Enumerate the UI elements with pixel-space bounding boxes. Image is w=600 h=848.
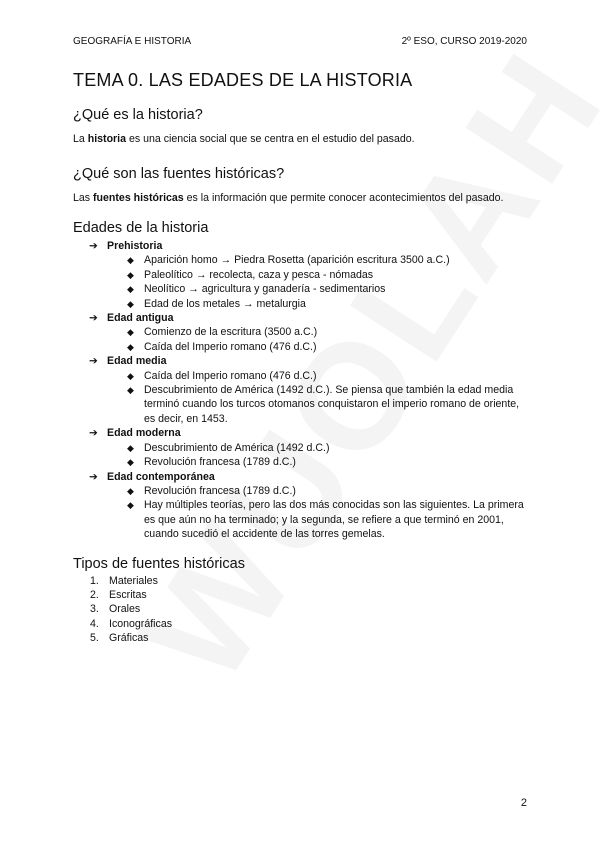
term-fuentes: fuentes históricas [93,192,184,204]
tipo-label: Iconográficas [109,617,173,630]
era-bullet-item [73,325,533,339]
arrow-icon: ➔ [89,470,98,483]
arrow-icon: ➔ [89,312,98,325]
era-name: Edad antigua [107,312,174,325]
era-bullet-text: Caída del Imperio romano (476 d.C.) [144,340,317,353]
arrow-icon: ➔ [89,240,98,252]
era-bullet-item [73,383,533,426]
era-name: Edad media [107,355,167,368]
era-bullet-item [73,455,533,469]
era-bullet-item [73,253,533,267]
era-bullet-text: Hay múltiples teorías, pero las dos más conocidas son las siguientes. La primera es que aún no ha terminado; y la segunda, se refiere a que terminó en 2001, cuando sucedió el accidente de las torres gemelas. [144,499,524,541]
diamond-bullet-icon: ◆ [127,385,134,396]
diamond-bullet-icon: ◆ [127,284,134,295]
tipo-label: Materiales [109,574,158,587]
tipo-item [73,574,533,588]
paragraph-historia: La historia es una ciencia social que se centra en el estudio del pasado. [73,133,415,145]
era-bullet-item [73,498,533,541]
tipos-list [73,574,533,646]
era-items [73,484,533,542]
era-bullet-text: Caída del Imperio romano (476 d.C.) [144,369,317,382]
paragraph-fuentes: Las fuentes históricas es la información que permite conocer acontecimientos del pasado. [73,192,504,204]
tipo-item [73,631,533,645]
diamond-bullet-icon: ◆ [127,327,134,338]
tipo-item [73,588,533,602]
content [73,70,533,646]
era-bullet-item [73,297,533,311]
tipo-number: 2. [90,588,99,601]
diamond-bullet-icon: ◆ [127,442,134,453]
section-heading-historia: ¿Qué es la historia? [73,107,203,123]
era-bullet-item [73,441,533,455]
arrow-icon: ➔ [89,427,98,440]
tipo-label: Gráficas [109,632,149,645]
era-name: Edad moderna [107,427,181,440]
era-bullet-item [73,268,533,282]
era-bullet-item [73,282,533,296]
era-item [73,470,533,542]
era-bullet-text: Comienzo de la escritura (3500 a.C.) [144,326,318,339]
diamond-bullet-icon: ◆ [127,370,134,381]
diamond-bullet-icon: ◆ [127,298,134,309]
era-items [73,253,533,311]
era-bullet-item [73,369,533,383]
section-heading-edades: Edades de la historia [73,220,209,236]
era-bullet-text: Paleolítico → recolecta, caza y pesca - nómadas [144,268,374,281]
era-heading [73,470,533,484]
diamond-bullet-icon: ◆ [127,457,134,468]
era-bullet-text: Aparición homo → Piedra Rosetta (aparición escritura 3500 a.C.) [144,254,450,267]
tipo-item [73,602,533,616]
era-item [73,426,533,469]
diamond-bullet-icon: ◆ [127,269,134,280]
era-bullet-text: Neolítico → agricultura y ganadería - sedimentarios [144,283,386,296]
section-heading-fuentes: ¿Qué son las fuentes históricas? [73,166,285,182]
era-item [73,311,533,354]
era-items [73,441,533,470]
tipo-item [73,617,533,631]
term-historia: historia [87,133,126,145]
header-subject: GEOGRAFÍA E HISTORIA [73,36,192,47]
era-bullet-item [73,484,533,498]
era-item [73,354,533,426]
page-number: 2 [520,797,527,809]
tipo-number: 4. [90,617,99,630]
era-heading [73,311,533,325]
era-bullet-text: Descubrimiento de América (1492 d.C.). Se piensa que también la edad media terminó cuando los turcos otomanos conquistaron el imperio romano de oriente, es decir, en 1453. [144,384,520,425]
era-heading [73,239,533,253]
diamond-bullet-icon: ◆ [127,341,134,352]
era-items [73,325,533,354]
diamond-bullet-icon: ◆ [127,500,134,511]
era-bullet-text: Edad de los metales → metalurgia [144,297,306,310]
era-heading [73,426,533,440]
era-bullet-text: Revolución francesa (1789 d.C.) [144,484,296,497]
era-item [73,239,533,311]
era-name: Edad contemporánea [107,470,215,483]
page-title: TEMA 0. LAS EDADES DE LA HISTORIA [73,70,413,90]
era-heading [73,354,533,368]
era-bullet-text: Revolución francesa (1789 d.C.) [144,456,296,469]
eras-list [73,239,533,542]
era-items [73,369,533,427]
tipo-label: Escritas [109,588,147,601]
era-bullet-item [73,340,533,354]
header-course: 2º ESO, CURSO 2019-2020 [401,36,527,47]
section-heading-tipos: Tipos de fuentes históricas [73,555,245,572]
era-bullet-text: Descubrimiento de América (1492 d.C.) [144,441,330,454]
diamond-bullet-icon: ◆ [127,255,134,266]
tipo-number: 1. [90,574,99,587]
tipo-number: 5. [90,632,99,645]
arrow-icon: ➔ [89,355,98,368]
tipo-number: 3. [90,603,99,616]
tipo-label: Orales [109,603,141,616]
diamond-bullet-icon: ◆ [127,485,134,496]
era-name: Prehistoria [107,240,163,252]
